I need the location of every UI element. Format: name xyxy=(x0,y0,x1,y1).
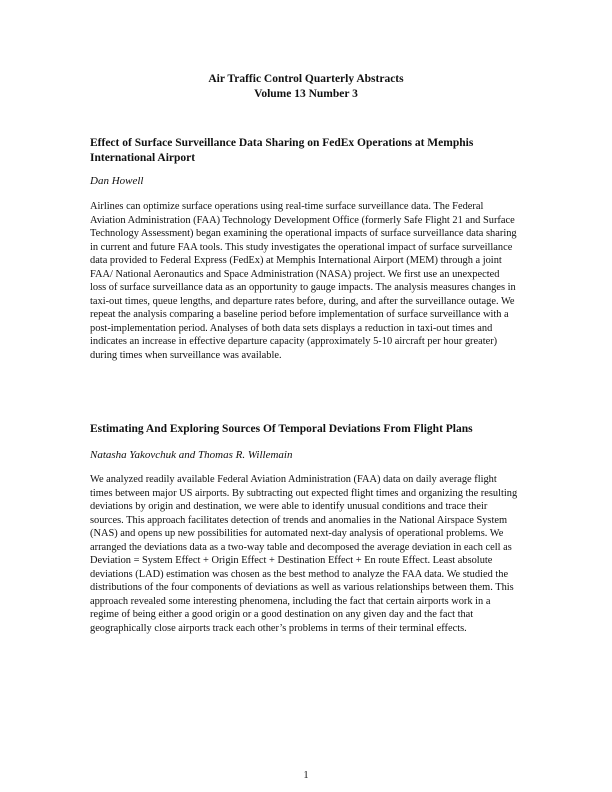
volume-number: Volume 13 Number 3 xyxy=(254,88,358,100)
page-number: 1 xyxy=(303,770,309,781)
article-abstract: We analyzed readily available Federal Aviation Administration (FAA) data on daily average flight times between major US airports. By subtracting out expected flight times and organizing the resulting deviations by origin and destination, we were able to identify unusual conditions and trace their sources. This approach facilitates detection of trends and anomalies in the National Airspace System (NAS) and opens up new possibilities for automated next-day analysis of operational problems. We arranged the deviations data as a two-way table and decomposed the average deviation in each cell as Deviation = System Effect + Origin Effect + Destination Effect + En route Effect. Least absolute deviations (LAD) estimation was chosen as the best method to analyze the FAA data. We studied the distributions of the four components of deviations as well as various relationships between them. This approach revealed some interesting phenomena, including the fact that certain airports work in a regime of being either a good origin or a good destination on any given day and the fact that geographically close airports track each other’s problems in terms of their terminal effects. xyxy=(90,474,518,634)
article-author: Natasha Yakovchuk and Thomas R. Willemain xyxy=(90,449,293,461)
document-header xyxy=(0,72,612,102)
journal-title: Air Traffic Control Quarterly Abstracts xyxy=(208,73,404,85)
article-author: Dan Howell xyxy=(90,175,144,187)
article-title: Effect of Surface Surveillance Data Sharing on FedEx Operations at Memphis International Airport xyxy=(90,137,474,164)
article-abstract: Airlines can optimize surface operations using real-time surface surveillance data. The Federal Aviation Administration (FAA) Technology Development Office (formerly Safe Flight 21 and Surface Technology Assessment) began examining the operational impacts of surface surveillance data sharing in current and future FAA tools. This study investigates the operational impact of surface surveillance data provided to Federal Express (FedEx) at Memphis International Airport (MEM) through a joint FAA/ National Aeronautics and Space Administration (NASA) project. We first use an unexpected loss of surface surveillance data as an opportunity to gauge impacts. The analysis measures changes in taxi-out times, queue lengths, and departure rates before, during, and after the surveillance outage. We repeat the analysis comparing a baseline period before implementation of surface surveillance with a post-implementation period. Analyses of both data sets displays a reduction in taxi-out times and indicates an increase in effective departure capacity (approximately 5-10 aircraft per hour greater) during times when surveillance was available. xyxy=(90,201,517,361)
article-title: Estimating And Exploring Sources Of Temporal Deviations From Flight Plans xyxy=(90,423,473,435)
